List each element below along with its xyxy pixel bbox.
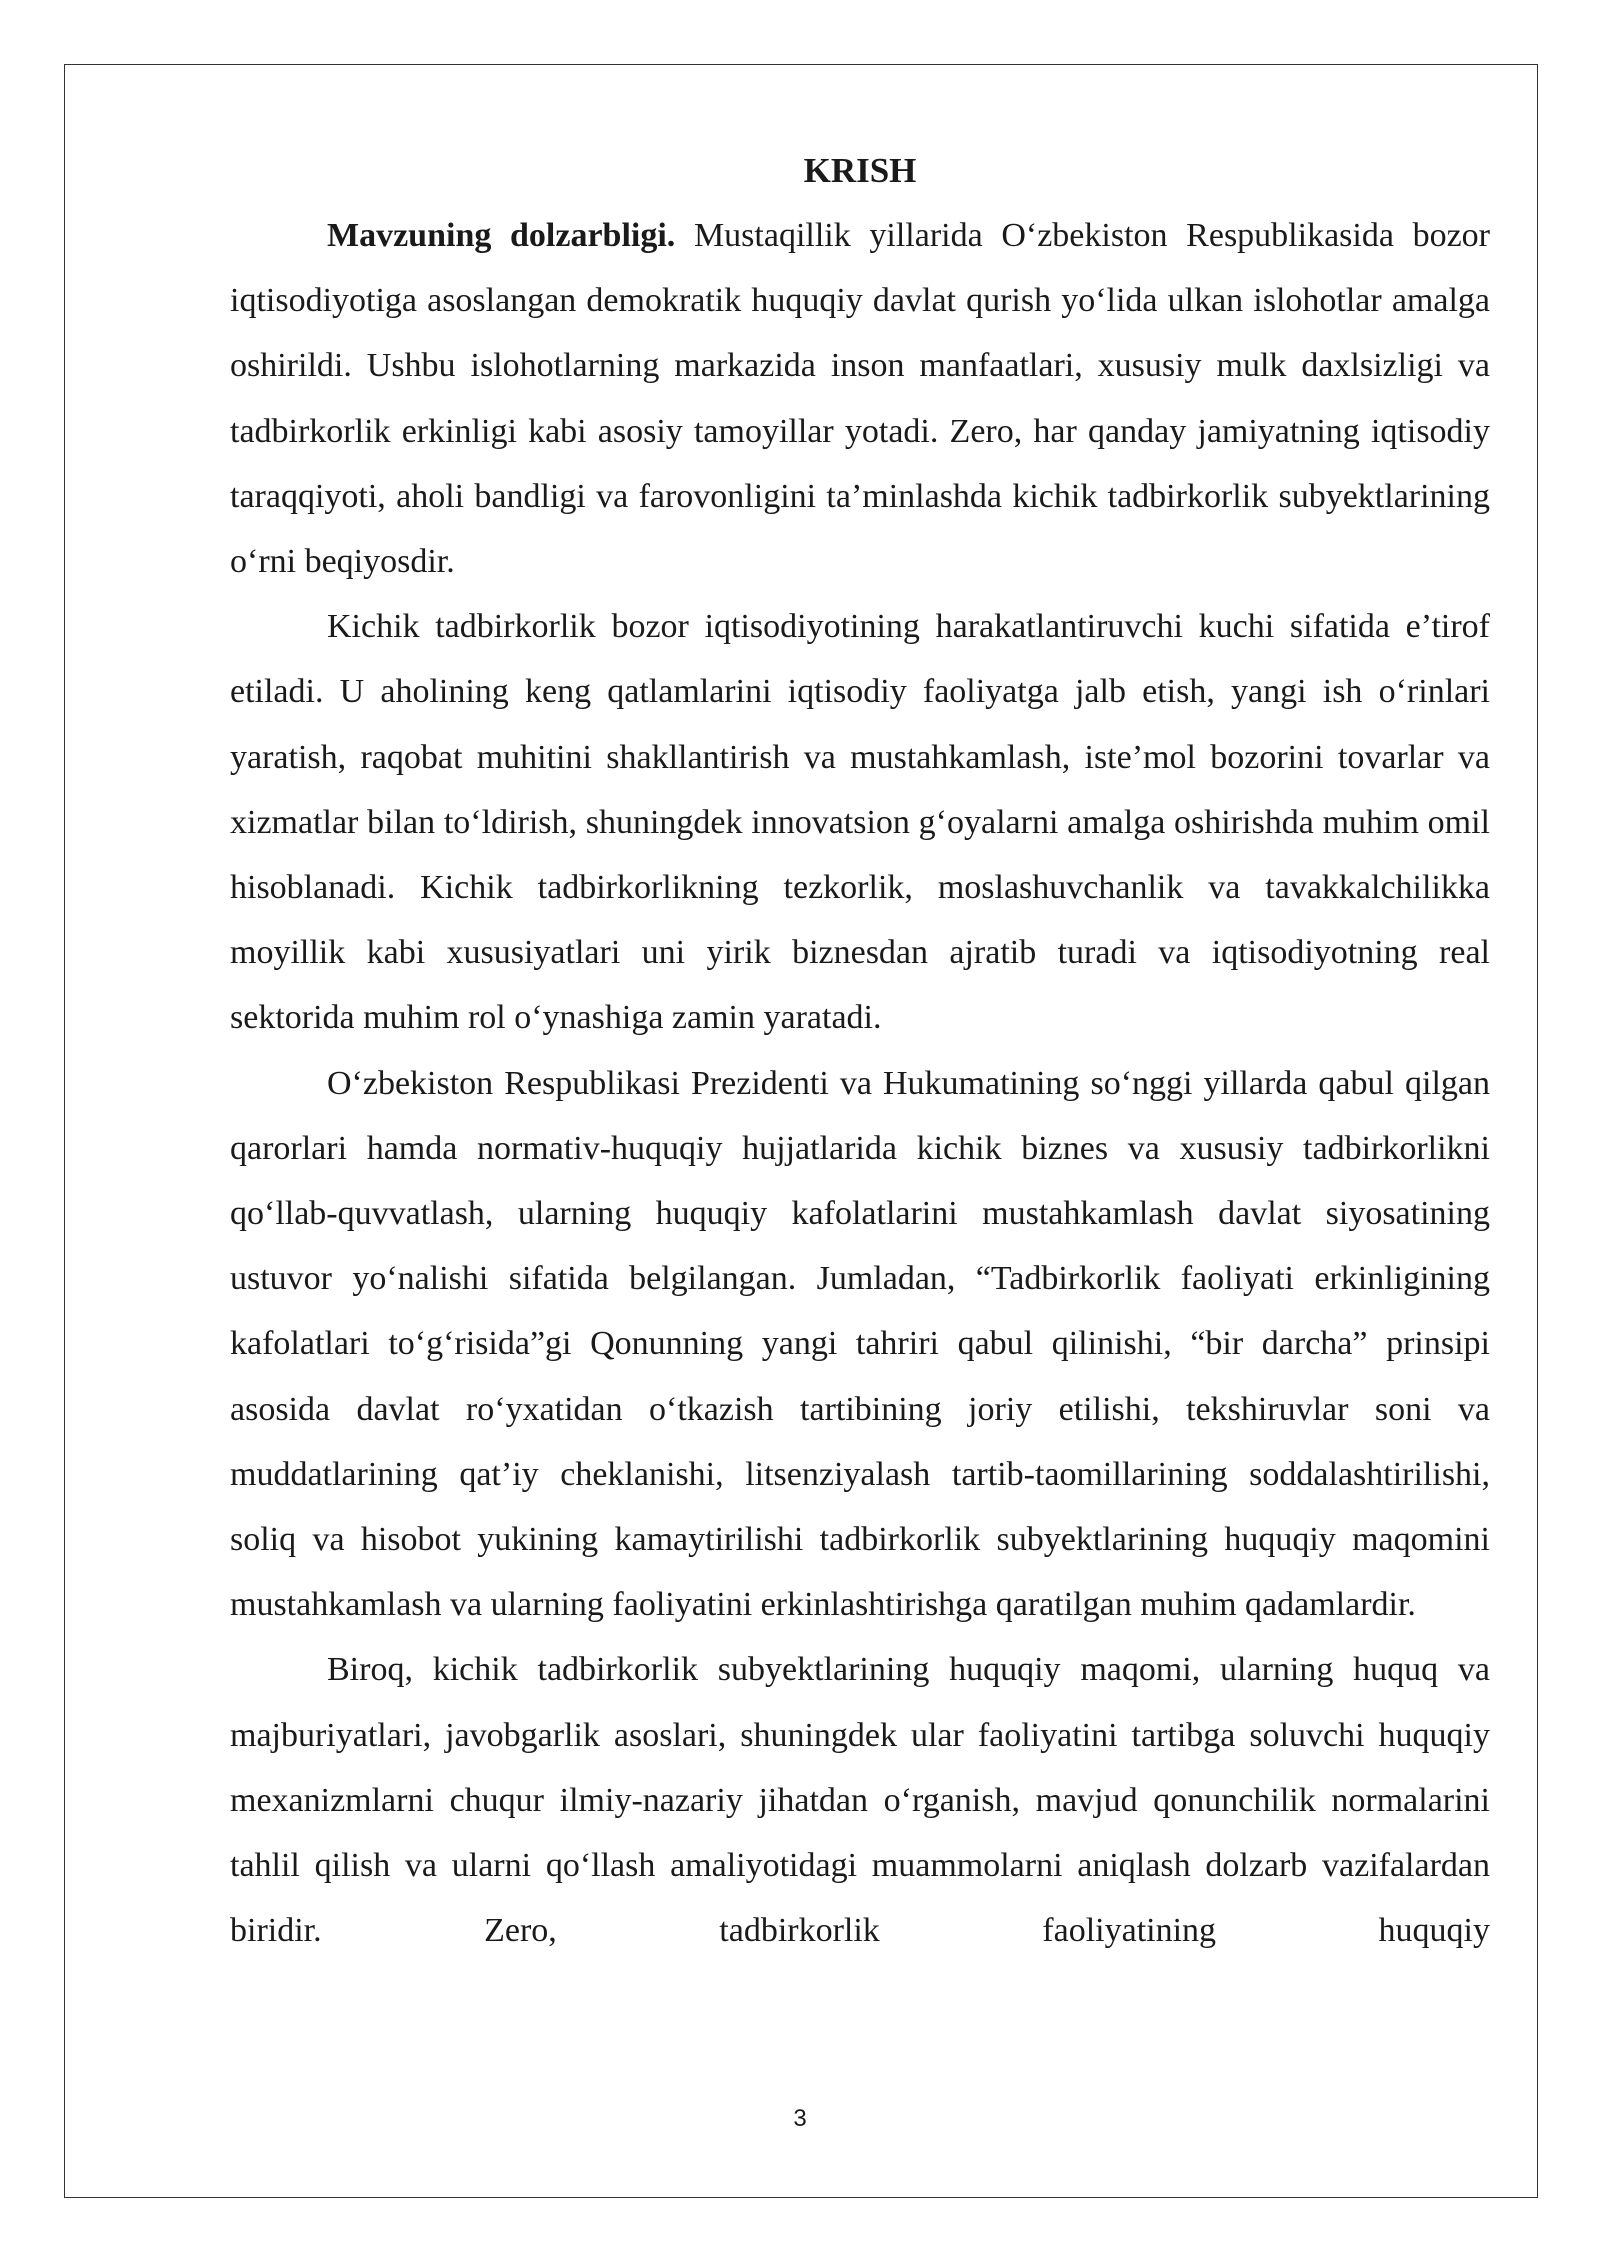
paragraph-government-policy <box>230 1051 1490 1638</box>
paragraph-text: Biroq, kichik tadbirkorlik subyektlarining huquqiy maqomi, ularning huquq va majburiyatlari, javobgarlik asoslari, shuningdek ular faoliyatini tartibga soluvchi huquqiy mexanizmlarni chuqur ilmiy-nazariy jihatdan o‘rganish, mavjud qonunchilik normalarini tahlil qilish va ularni qo‘llash amaliyotidagi muammolarni aniqlash dolzarb vazifalardan biridir. Zero, tadbirkorlik faoliyatining huquqiy <box>230 1651 1490 1950</box>
paragraph-legal-status <box>230 1637 1490 1963</box>
paragraph-text: Mustaqillik yillarida O‘zbekiston Respublikasida bozor iqtisodiyotiga asoslangan demokratik huquqiy davlat qurish yo‘lida ulkan islohotlar amalga oshirildi. Ushbu islohotlarning markazida inson manfaatlari, xususiy mulk daxlsizligi va tadbirkorlik erkinligi kabi asosiy tamoyillar yotadi. Zero, har qanday jamiyatning iqtisodiy taraqqiyoti, aholi bandligi va farovonligini ta’minlashda kichik tadbirkorlik subyektlarining o‘rni beqiyosdir. <box>230 217 1490 581</box>
paragraph-small-business <box>230 594 1490 1050</box>
document-title: KRISH <box>803 151 917 190</box>
paragraph-relevance <box>230 203 1490 594</box>
paragraph-text: O‘zbekiston Respublikasi Prezidenti va Hukumatining so‘nggi yillarda qabul qilgan qarorlari hamda normativ-huquqiy hujjatlarida kichik biznes va xususiy tadbirkorlikni qo‘llab-quvvatlash, ularning huquqiy kafolatlarini mustahkamlash davlat siyosatining ustuvor yo‘nalishi sifatida belgilangan. Jumladan, “Tadbirkorlik faoliyati erkinligining kafolatlari to‘g‘risida”gi Qonunning yangi tahriri qabul qilinishi, “bir darcha” prinsipi asosida davlat ro‘yxatidan o‘tkazish tartibining joriy etilishi, tekshiruvlar soni va muddatlarining qat’iy cheklanishi, litsenziyalash tartib-taomillarining soddalashtirilishi, soliq va hisobot yukining kamaytirilishi tadbirkorlik subyektlarining huquqiy maqomini mustahkamlash va ularning faoliyatini erkinlashtirishga qaratilgan muhim qadamlardir. <box>230 1064 1490 1624</box>
paragraph-lead-heading: Mavzuning dolzarbligi. <box>327 217 676 254</box>
paragraph-text: Kichik tadbirkorlik bozor iqtisodiyotining harakatlantiruvchi kuchi sifatida e’tirof etiladi. U aholining keng qatlamlarini iqtisodiy faoliyatga jalb etish, yangi ish o‘rinlari yaratish, raqobat muhitini shakllantirish va mustahkamlash, iste’mol bozorini tovarlar va xizmatlar bilan to‘ldirish, shuningdek innovatsion g‘oyalarni amalga oshirishda muhim omil hisoblanadi. Kichik tadbirkorlikning tezkorlik, moslashuvchanlik va tavakkalchilikka moyillik kabi xususiyatlari uni yirik biznesdan ajratib turadi va iqtisodiyotning real sektorida muhim rol o‘ynashiga zamin yaratadi. <box>230 608 1490 1037</box>
document-body <box>230 138 1490 1963</box>
page-number: 3 <box>793 2105 807 2132</box>
